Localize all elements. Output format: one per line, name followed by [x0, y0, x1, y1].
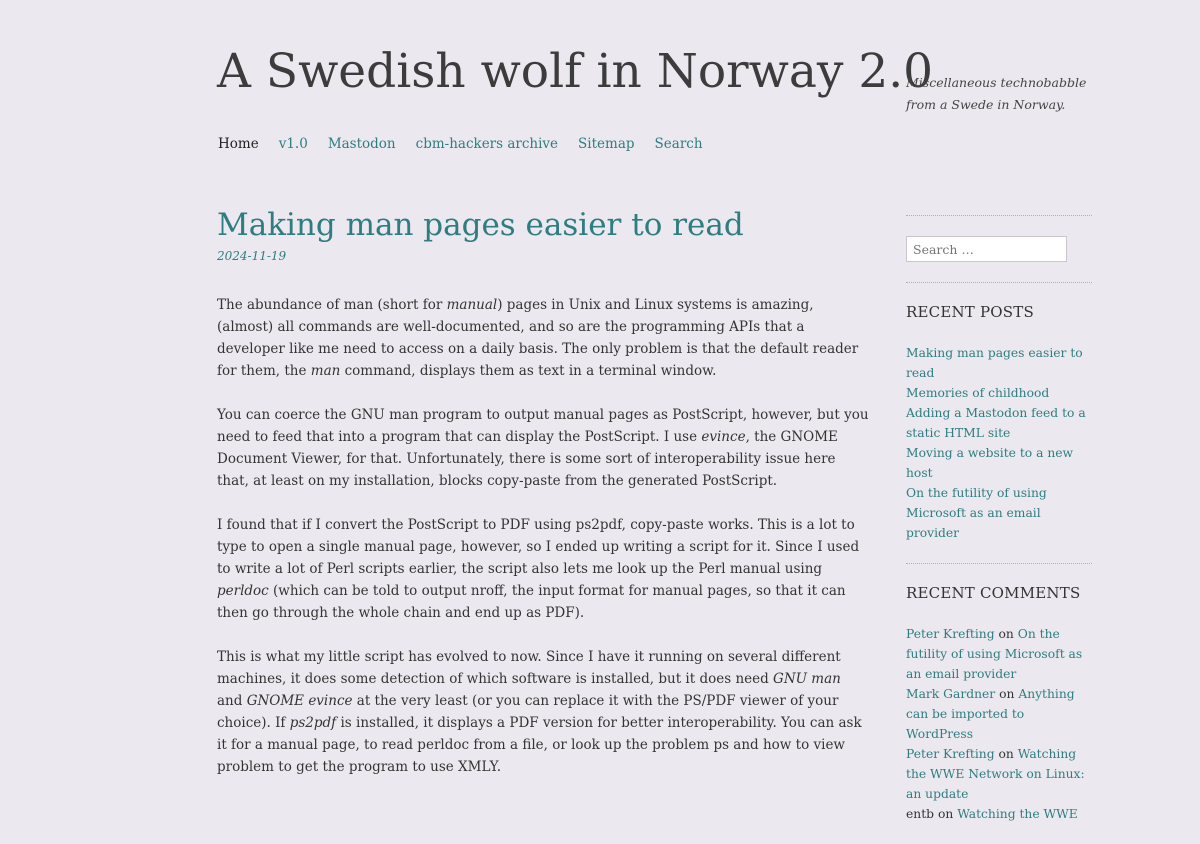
paragraph-text: (which can be told to output nroff, the input format for manual pages, so that it can then go through the whole chain and end up as PDF).: [217, 583, 846, 621]
nav-item-v1[interactable]: v1.0: [278, 136, 308, 152]
recent-post-link[interactable]: Making man pages easier to read: [906, 346, 1083, 380]
comment-on-text: on: [998, 627, 1014, 641]
nav-item-mastodon[interactable]: Mastodon: [327, 136, 396, 152]
nav-item-cbm-hackers-archive[interactable]: cbm-hackers archive: [415, 136, 559, 152]
comment-post-link[interactable]: Watching the WWE: [957, 807, 1078, 821]
paragraph-text: at the very least (or you can replace it with the PS/PDF viewer of your choice). If: [217, 693, 839, 731]
paragraph-text: You can coerce the GNU man program to output manual pages as PostScript, however, but you need to feed that into a program that can display the PostScript. I use: [217, 407, 869, 445]
list-item: [906, 343, 1092, 383]
emphasized-text: man: [310, 363, 341, 379]
post-paragraph: [217, 404, 869, 492]
comment-post-link[interactable]: Watching the WWE Network on Linux: an update: [906, 747, 1085, 801]
recent-post-link[interactable]: On the futility of using Microsoft as an email provider: [906, 486, 1047, 540]
paragraph-text: command, displays them as text in a terminal window.: [340, 363, 717, 379]
list-item: [906, 443, 1092, 483]
post-title-link[interactable]: Making man pages easier to read: [217, 207, 744, 243]
comment-author-link[interactable]: Peter Krefting: [906, 747, 995, 761]
site-title[interactable]: A Swedish wolf in Norway 2.0: [217, 44, 934, 99]
emphasized-text: evince: [701, 429, 746, 445]
recent-post-link[interactable]: Adding a Mastodon feed to a static HTML site: [906, 406, 1086, 440]
search-widget: [906, 216, 1092, 282]
list-item: [906, 684, 1092, 744]
post-date-link[interactable]: 2024-11-19: [217, 249, 287, 263]
recent-posts-widget: [906, 283, 1092, 563]
emphasized-text: perldoc: [217, 583, 269, 599]
recent-post-link[interactable]: Moving a website to a new host: [906, 446, 1074, 480]
comment-on-text: on: [937, 807, 954, 821]
recent-post-link[interactable]: Memories of childhood: [906, 386, 1050, 400]
comment-on-text: on: [998, 747, 1014, 761]
paragraph-text: ) pages in Unix and Linux systems is amazing, (almost) all commands are well-documented, and so are the programming APIs that a developer like me need to access on a daily basis. The only problem is that the default reader for them, the: [217, 297, 859, 379]
nav-item-home[interactable]: Home: [218, 136, 259, 152]
recent-comments-heading: RECENT COMMENTS: [906, 584, 1081, 602]
comment-author-link[interactable]: Mark Gardner: [906, 687, 996, 701]
emphasized-text: GNU man: [773, 671, 841, 687]
paragraph-text: This is what my little script has evolved to now. Since I have it running on several different machines, it does some detection of which software is installed, but it does need: [217, 649, 841, 687]
paragraph-text: is installed, it displays a PDF version for better interoperability. You can ask it for a manual page, to read perldoc from a file, or look up the problem ps and how to view problem to get the program to use XMLY.: [217, 715, 862, 775]
paragraph-text: , the GNOME Document Viewer, for that. Unfortunately, there is some sort of interoperability issue here that, at least on my installation, blocks copy-paste from the generated PostScript.: [217, 429, 838, 489]
post-article: [217, 205, 869, 778]
paragraph-text: I found that if I convert the PostScript to PDF using ps2pdf, copy-paste works. This is a lot to type to open a single manual page, however, so I ended up writing a script for it. Since I used to write a lot of Perl scripts earlier, the script also lets me look up the Perl manual using: [217, 517, 860, 577]
post-paragraph: [217, 294, 869, 382]
emphasized-text: manual: [446, 297, 498, 313]
paragraph-text: and: [217, 693, 247, 709]
list-item: [906, 804, 1092, 824]
list-item: [906, 483, 1092, 543]
comment-on-text: on: [999, 687, 1015, 701]
post-paragraph: [217, 514, 869, 624]
recent-posts-list: [906, 343, 1092, 543]
comment-post-link[interactable]: On the futility of using Microsoft as an email provider: [906, 627, 1083, 681]
list-item: [906, 624, 1092, 684]
post-body: [217, 294, 869, 778]
emphasized-text: GNOME evince: [246, 693, 353, 709]
sidebar: [906, 215, 1092, 844]
recent-comments-widget: [906, 564, 1092, 844]
list-item: [906, 744, 1092, 804]
search-input[interactable]: [906, 236, 1067, 262]
site-tagline: Miscellaneous technobabble from a Swede in Norway.: [906, 75, 1087, 112]
main-navigation: [218, 134, 723, 154]
list-item: [906, 383, 1092, 403]
paragraph-text: The abundance of man (short for: [217, 297, 447, 313]
comment-author-name: entb: [906, 807, 935, 821]
emphasized-text: ps2pdf: [289, 715, 337, 731]
comment-post-link[interactable]: Anything can be imported to WordPress: [906, 687, 1075, 741]
recent-comments-list: [906, 624, 1092, 824]
nav-item-sitemap[interactable]: Sitemap: [578, 136, 635, 152]
comment-author-link[interactable]: Peter Krefting: [906, 627, 995, 641]
list-item: [906, 403, 1092, 443]
post-paragraph: [217, 646, 869, 778]
nav-item-search[interactable]: Search: [654, 136, 703, 152]
recent-posts-heading: RECENT POSTS: [906, 303, 1034, 321]
